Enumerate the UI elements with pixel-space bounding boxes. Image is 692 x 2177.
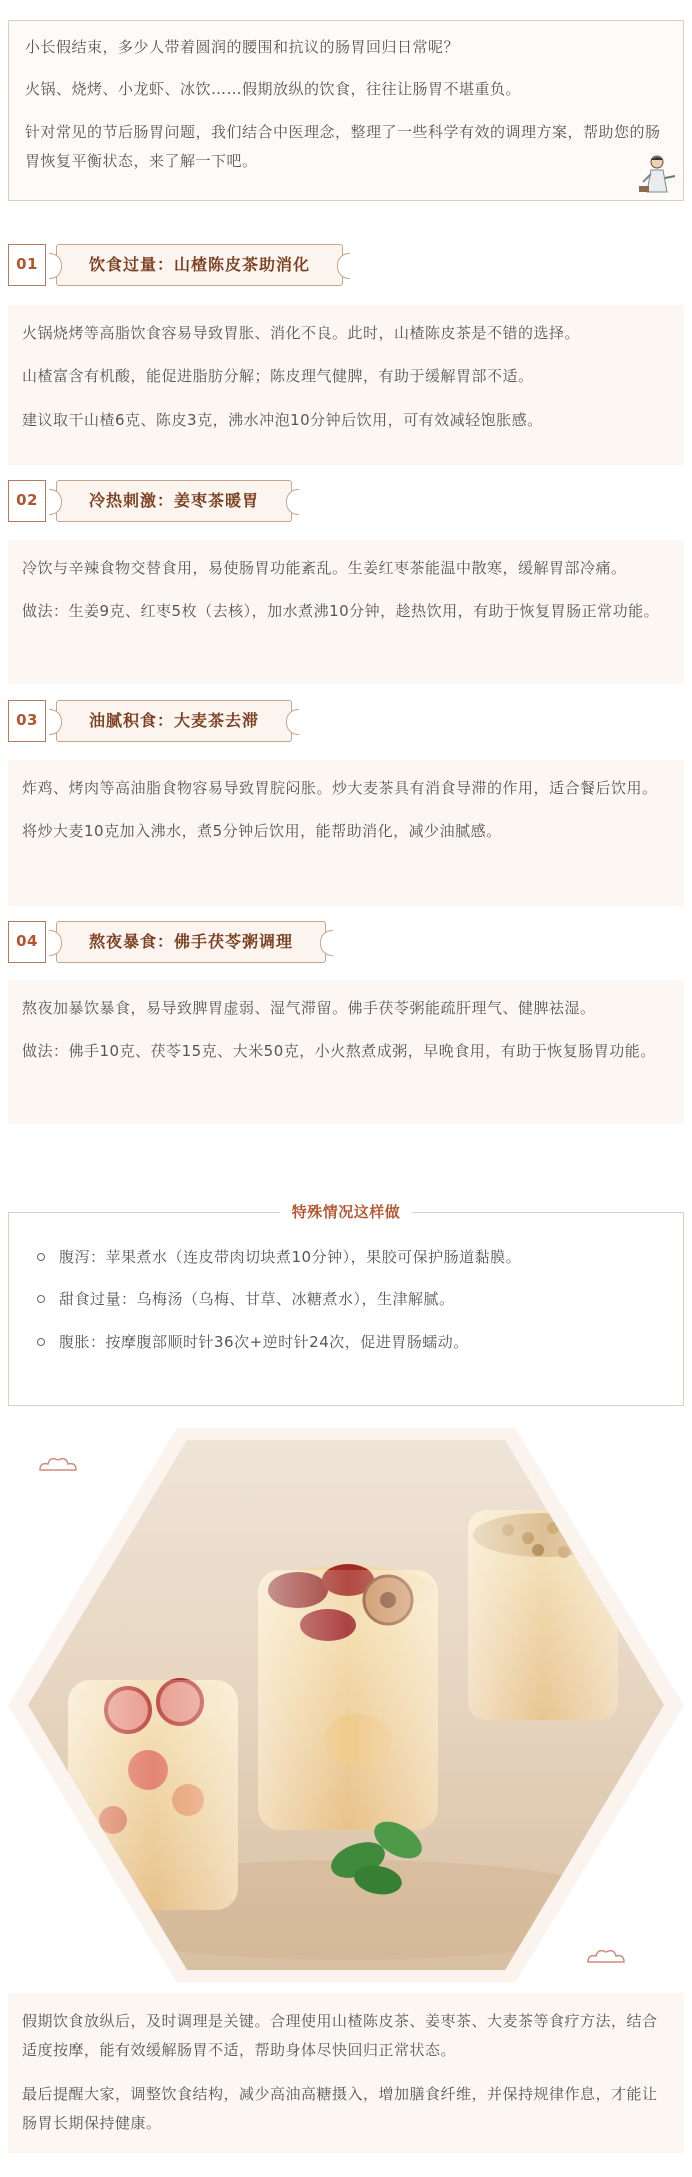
section-header-04	[8, 920, 326, 964]
section-header-03	[8, 699, 292, 743]
special-cases-title-wrap	[8, 1198, 684, 1227]
conclusion-paragraph: 假期饮食放纵后，及时调理是关键。合理使用山楂陈皮茶、姜枣茶、大麦茶等食疗方法，结合适度按摩，能有效缓解肠胃不适，帮助身体尽快回归正常状态。	[22, 2012, 658, 2060]
section-body-02	[8, 540, 684, 684]
tea-photo	[28, 1440, 664, 1970]
hawthorn-tea-cup	[68, 1680, 238, 1910]
list-item: 甜食过量：乌梅汤（乌梅、甘草、冰糖煮水），生津解腻。	[37, 1285, 663, 1314]
tea-cups-illustration	[28, 1440, 664, 1970]
special-cases-list	[37, 1243, 663, 1357]
section-paragraph: 建议取干山楂6克、陈皮3克，沸水冲泡10分钟后饮用，可有效减轻饱胀感。	[22, 410, 543, 429]
section-header-01	[8, 243, 343, 287]
section-paragraph: 做法：生姜9克、红枣5枚（去核），加水煮沸10分钟，趁热饮用，有助于恢复胃肠正常功能。	[22, 602, 660, 621]
conclusion-box	[8, 1993, 684, 2153]
special-cases-frame	[8, 1212, 684, 1406]
jujube-ginger-tea-cup	[258, 1564, 438, 1830]
section-number: 01	[8, 244, 46, 286]
special-cases-box	[8, 1203, 684, 1406]
list-item: 腹胀：按摩腹部顺时针36次+逆时针24次，促进胃肠蠕动。	[37, 1328, 663, 1357]
section-title: 冷热刺激：姜枣茶暖胃	[56, 480, 292, 522]
intro-paragraph: 针对常见的节后肠胃问题，我们结合中医理念，整理了一些科学有效的调理方案，帮助您的肠胃恢复平衡状态，来了解一下吧。	[25, 122, 661, 170]
intro-paragraph: 小长假结束，多少人带着圆润的腰围和抗议的肠胃回归日常呢？	[25, 38, 460, 56]
section-body-04	[8, 980, 684, 1124]
intro-box	[8, 20, 684, 201]
section-paragraph: 火锅烧烤等高脂饮食容易导致胃胀、消化不良。此时，山楂陈皮茶是不错的选择。	[22, 324, 581, 342]
section-paragraph: 熬夜加暴饮暴食，易导致脾胃虚弱、湿气滞留。佛手茯苓粥能疏肝理气、健脾祛湿。	[22, 999, 596, 1017]
section-body-03	[8, 760, 684, 906]
section-paragraph: 炸鸡、烤肉等高油脂食物容易导致胃脘闷胀。炒大麦茶具有消食导滞的作用，适合餐后饮用。	[22, 779, 658, 797]
intro-paragraph: 火锅、烧烤、小龙虾、冰饮……假期放纵的饮食，往往让肠胃不堪重负。	[25, 80, 522, 99]
section-number: 02	[8, 480, 46, 522]
barley-tea-cup	[468, 1510, 618, 1720]
section-paragraph: 冷饮与辛辣食物交替食用，易使肠胃功能紊乱。生姜红枣茶能温中散寒，缓解胃部冷痛。	[22, 559, 627, 577]
section-paragraph: 做法：佛手10克、茯苓15克、大米50克，小火熬煮成粥，早晚食用，有助于恢复肠胃功能。	[22, 1042, 656, 1061]
section-body-01	[8, 305, 684, 465]
section-title: 饮食过量：山楂陈皮茶助消化	[56, 244, 343, 286]
auspicious-cloud-icon	[584, 1946, 628, 1968]
special-cases-title: 特殊情况这样做	[280, 1203, 413, 1221]
section-title: 熬夜暴食：佛手茯苓粥调理	[56, 921, 326, 963]
section-number: 03	[8, 700, 46, 742]
section-paragraph: 将炒大麦10克加入沸水，煮5分钟后饮用，能帮助消化，减少油腻感。	[22, 822, 502, 841]
section-paragraph: 山楂富含有机酸，能促进脂肪分解；陈皮理气健脾，有助于缓解胃部不适。	[22, 367, 534, 386]
scholar-illustration-icon	[635, 152, 679, 196]
section-header-02	[8, 479, 292, 523]
auspicious-cloud-icon	[36, 1454, 80, 1476]
section-number: 04	[8, 921, 46, 963]
list-item: 腹泻：苹果煮水（连皮带肉切块煮10分钟），果胶可保护肠道黏膜。	[37, 1243, 663, 1272]
conclusion-paragraph: 最后提醒大家，调整饮食结构，减少高油高糖摄入，增加膳食纤维，并保持规律作息，才能让肠胃长期保持健康。	[22, 2084, 658, 2132]
tea-photo-frame	[8, 1428, 684, 1983]
section-title: 油腻积食：大麦茶去滞	[56, 700, 292, 742]
